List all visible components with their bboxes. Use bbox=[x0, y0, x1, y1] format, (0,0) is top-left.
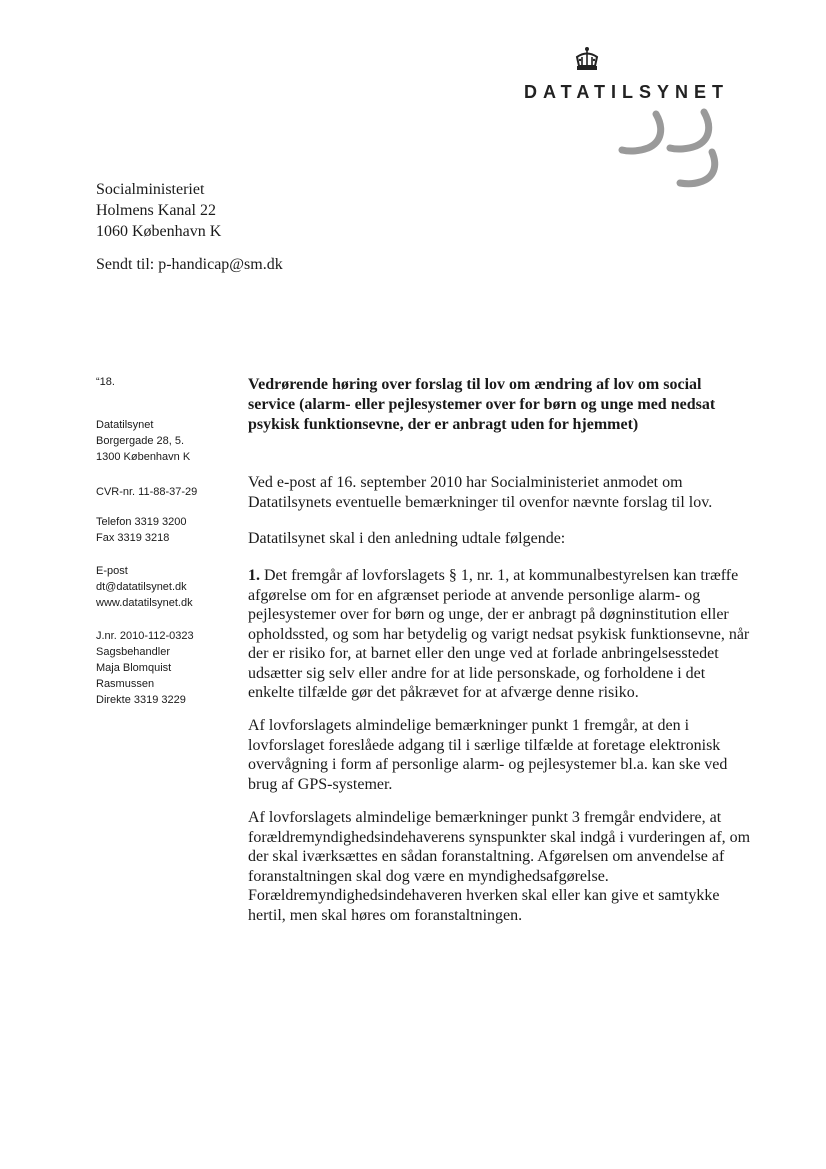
case-info bbox=[96, 628, 194, 708]
phone-text: Telefon 3319 3200 bbox=[96, 516, 187, 528]
paragraph-line: Datatilsynets eventuelle bemærkninger til ovenfor nævnte forslag til lov. bbox=[248, 493, 713, 511]
paragraph-line: der er risiko for, at barnet eller den unge ved at forlade anbringelsesstedet bbox=[248, 645, 719, 662]
recipient-city: 1060 København K bbox=[96, 223, 222, 240]
paragraph-line: afgørelse om for en afgrænset periode at anvende personlige alarm- og bbox=[248, 586, 701, 604]
sender-street: Borgergade 28, 5. bbox=[96, 435, 185, 447]
point-text: Det fremgår af lovforslagets § 1, nr. 1, at kommunalbestyrelsen kan træffe bbox=[260, 567, 739, 584]
case-handler-surname: Rasmussen bbox=[96, 678, 155, 690]
recipient-street: Holmens Kanal 22 bbox=[96, 202, 216, 219]
paragraph-point-1 bbox=[248, 566, 768, 703]
logo-wordmark: DATATILSYNET bbox=[524, 82, 729, 102]
sender-city: 1300 København K bbox=[96, 451, 191, 463]
fax-text: Fax 3319 3218 bbox=[96, 532, 170, 544]
cvr-text: CVR-nr. 11-88-37-29 bbox=[96, 486, 198, 498]
paragraph-line bbox=[248, 566, 768, 586]
paragraph-remarks-3 bbox=[248, 808, 768, 925]
letter-date bbox=[96, 374, 115, 390]
subject-line: service (alarm- eller pejlesystemer over for børn og unge med nedsat bbox=[248, 396, 716, 413]
subject-line: psykisk funktionsevne, der er anbragt uden for hjemmet) bbox=[248, 416, 639, 433]
paragraph-line: Forældremyndighedsindehaveren hverken skal eller kan give et samtykke bbox=[248, 887, 720, 904]
sender-address bbox=[96, 417, 190, 465]
sender-name: Datatilsynet bbox=[96, 419, 154, 431]
paragraph-line: Af lovforslagets almindelige bemærkninger punkt 1 fremgår, at den i bbox=[248, 717, 690, 734]
paragraph-line: Ved e-post af 16. september 2010 har Socialministeriet anmodet om bbox=[248, 474, 683, 491]
paragraph-remarks-1 bbox=[248, 716, 768, 794]
paragraph-intro bbox=[248, 473, 768, 512]
paragraph-line: lovforslaget foreslåede adgang til i særlige tilfælde at foretage elektronisk bbox=[248, 736, 721, 754]
paragraph-line: udsætter sig selv eller andre for at lide personskade, og forholdene i det bbox=[248, 664, 706, 682]
contact-online bbox=[96, 563, 193, 611]
direct-phone: Direkte 3319 3229 bbox=[96, 694, 186, 706]
email-link[interactable]: dt@datatilsynet.dk bbox=[96, 581, 187, 593]
hook-marks-icon bbox=[618, 108, 728, 190]
recipient-name: Socialministeriet bbox=[96, 181, 205, 198]
sent-to-line: Sendt til: p-handicap@sm.dk bbox=[96, 256, 283, 273]
paragraph-line: Datatilsynet skal i den anledning udtale følgende: bbox=[248, 530, 566, 547]
email-label: E-post bbox=[96, 565, 128, 577]
case-handler-label: Sagsbehandler bbox=[96, 646, 171, 658]
paragraph-line: brug af GPS-systemer. bbox=[248, 775, 393, 793]
paragraph-line: Af lovforslagets almindelige bemærkninger punkt 3 fremgår endvidere, at bbox=[248, 809, 722, 826]
paragraph-line: opholdssted, og som har betydelig og varigt nedsat psykisk funktionsevne, når bbox=[248, 625, 750, 643]
website-link[interactable]: www.datatilsynet.dk bbox=[96, 597, 193, 609]
crown-icon bbox=[574, 46, 600, 74]
paragraph-line: hertil, men skal høres om foranstaltningen. bbox=[248, 906, 523, 924]
case-handler-name: Maja Blomquist bbox=[96, 662, 172, 674]
paragraph-line: foranstaltningen skal dog være en myndighedsafgørelse. bbox=[248, 867, 609, 885]
recipient-address bbox=[96, 179, 221, 242]
contact-phone-fax bbox=[96, 514, 187, 546]
cvr-number bbox=[96, 484, 197, 500]
letter-subject bbox=[248, 375, 728, 435]
paragraph-line: forældremyndighedsindehaverens synspunkter skal indgå i vurderingen af, om bbox=[248, 828, 751, 846]
paragraph-line: overvågning i form af personlige alarm- og pejlesystemer bl.a. kan ske ved bbox=[248, 756, 728, 773]
paragraph-line: pejlesystemer over for børn og unge, der er anbragt på døgninstitution eller bbox=[248, 606, 729, 623]
subject-line: Vedrørende høring over forslag til lov om ændring af lov om social bbox=[248, 376, 702, 393]
point-number: 1. bbox=[248, 567, 260, 584]
paragraph-statement bbox=[248, 529, 768, 549]
paragraph-line: enkelte tilfælde gør det påkrævet for at afværge denne risiko. bbox=[248, 684, 639, 701]
paragraph-line: der skal iværksættes en sådan foranstaltning. Afgørelsen om anvendelse af bbox=[248, 848, 725, 865]
date-text: “18. bbox=[96, 376, 115, 388]
case-number: J.nr. 2010-112-0323 bbox=[96, 630, 194, 642]
